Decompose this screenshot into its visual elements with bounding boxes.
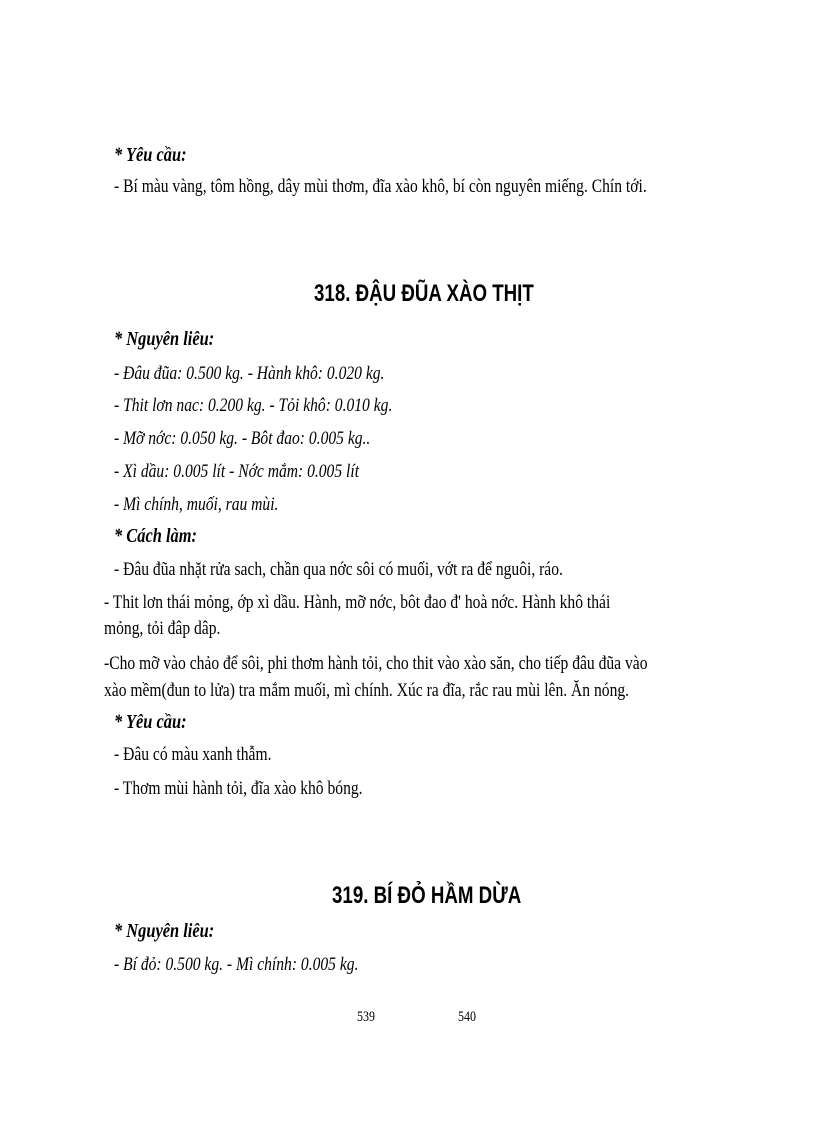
method-line-318-5: xào mềm(đun to lửa) tra mắm muối, mì chính. Xúc ra đĩa, rắc rau mùi lên. Ăn nóng. — [104, 680, 630, 701]
requirement-line-317-1: - Bí màu vàng, tôm hồng, dây mùi thơm, đĩa xào khô, bí còn nguyên miếng. Chín tới. — [114, 176, 647, 197]
requirements-heading-317: * Yêu cầu: — [114, 144, 187, 166]
method-line-318-4: -Cho mỡ vào chảo để sôi, phi thơm hành tỏi, cho thit vào xào săn, cho tiếp đâu đũa vào — [104, 653, 648, 674]
requirement-line-318-2: - Thơm mùi hành tỏi, đĩa xào khô bóng. — [114, 778, 363, 799]
method-line-318-1: - Đâu đũa nhặt rửa sach, chần qua nớc sôi có muối, vớt ra để nguôi, ráo. — [114, 559, 563, 580]
page-number-right: 540 — [458, 1009, 476, 1025]
method-line-318-2: - Thit lơn thái mỏng, ớp xì dầu. Hành, mỡ nớc, bôt đao đ' hoà nớc. Hành khô thái — [104, 592, 611, 613]
ingredient-line-318-1: - Đâu đũa: 0.500 kg. - Hành khô: 0.020 kg. — [114, 363, 385, 384]
ingredient-line-319-1: - Bí đỏ: 0.500 kg. - Mì chính: 0.005 kg. — [114, 954, 359, 975]
section-title-318: 318. ĐẬU ĐŨA XÀO THỊT — [314, 280, 534, 307]
ingredients-heading-318: * Nguyên liêu: — [114, 328, 215, 350]
ingredient-line-318-2: - Thit lơn nac: 0.200 kg. - Tỏi khô: 0.010 kg. — [114, 395, 393, 416]
method-line-318-3: mỏng, tỏi đâp dâp. — [104, 618, 221, 639]
requirements-heading-318: * Yêu cầu: — [114, 711, 187, 733]
requirement-line-318-1: - Đâu có màu xanh thẫm. — [114, 744, 272, 765]
section-title-319: 319. BÍ ĐỎ HẦM DỪA — [332, 882, 522, 909]
ingredient-line-318-3: - Mỡ nớc: 0.050 kg. - Bôt đao: 0.005 kg.. — [114, 428, 371, 449]
ingredients-heading-319: * Nguyên liêu: — [114, 920, 215, 942]
page-number-left: 539 — [357, 1009, 375, 1025]
ingredient-line-318-4: - Xì dầu: 0.005 lít - Nớc mắm: 0.005 lít — [114, 461, 360, 482]
ingredient-line-318-5: - Mì chính, muối, rau mùi. — [114, 494, 279, 515]
method-heading-318: * Cách làm: — [114, 525, 197, 547]
